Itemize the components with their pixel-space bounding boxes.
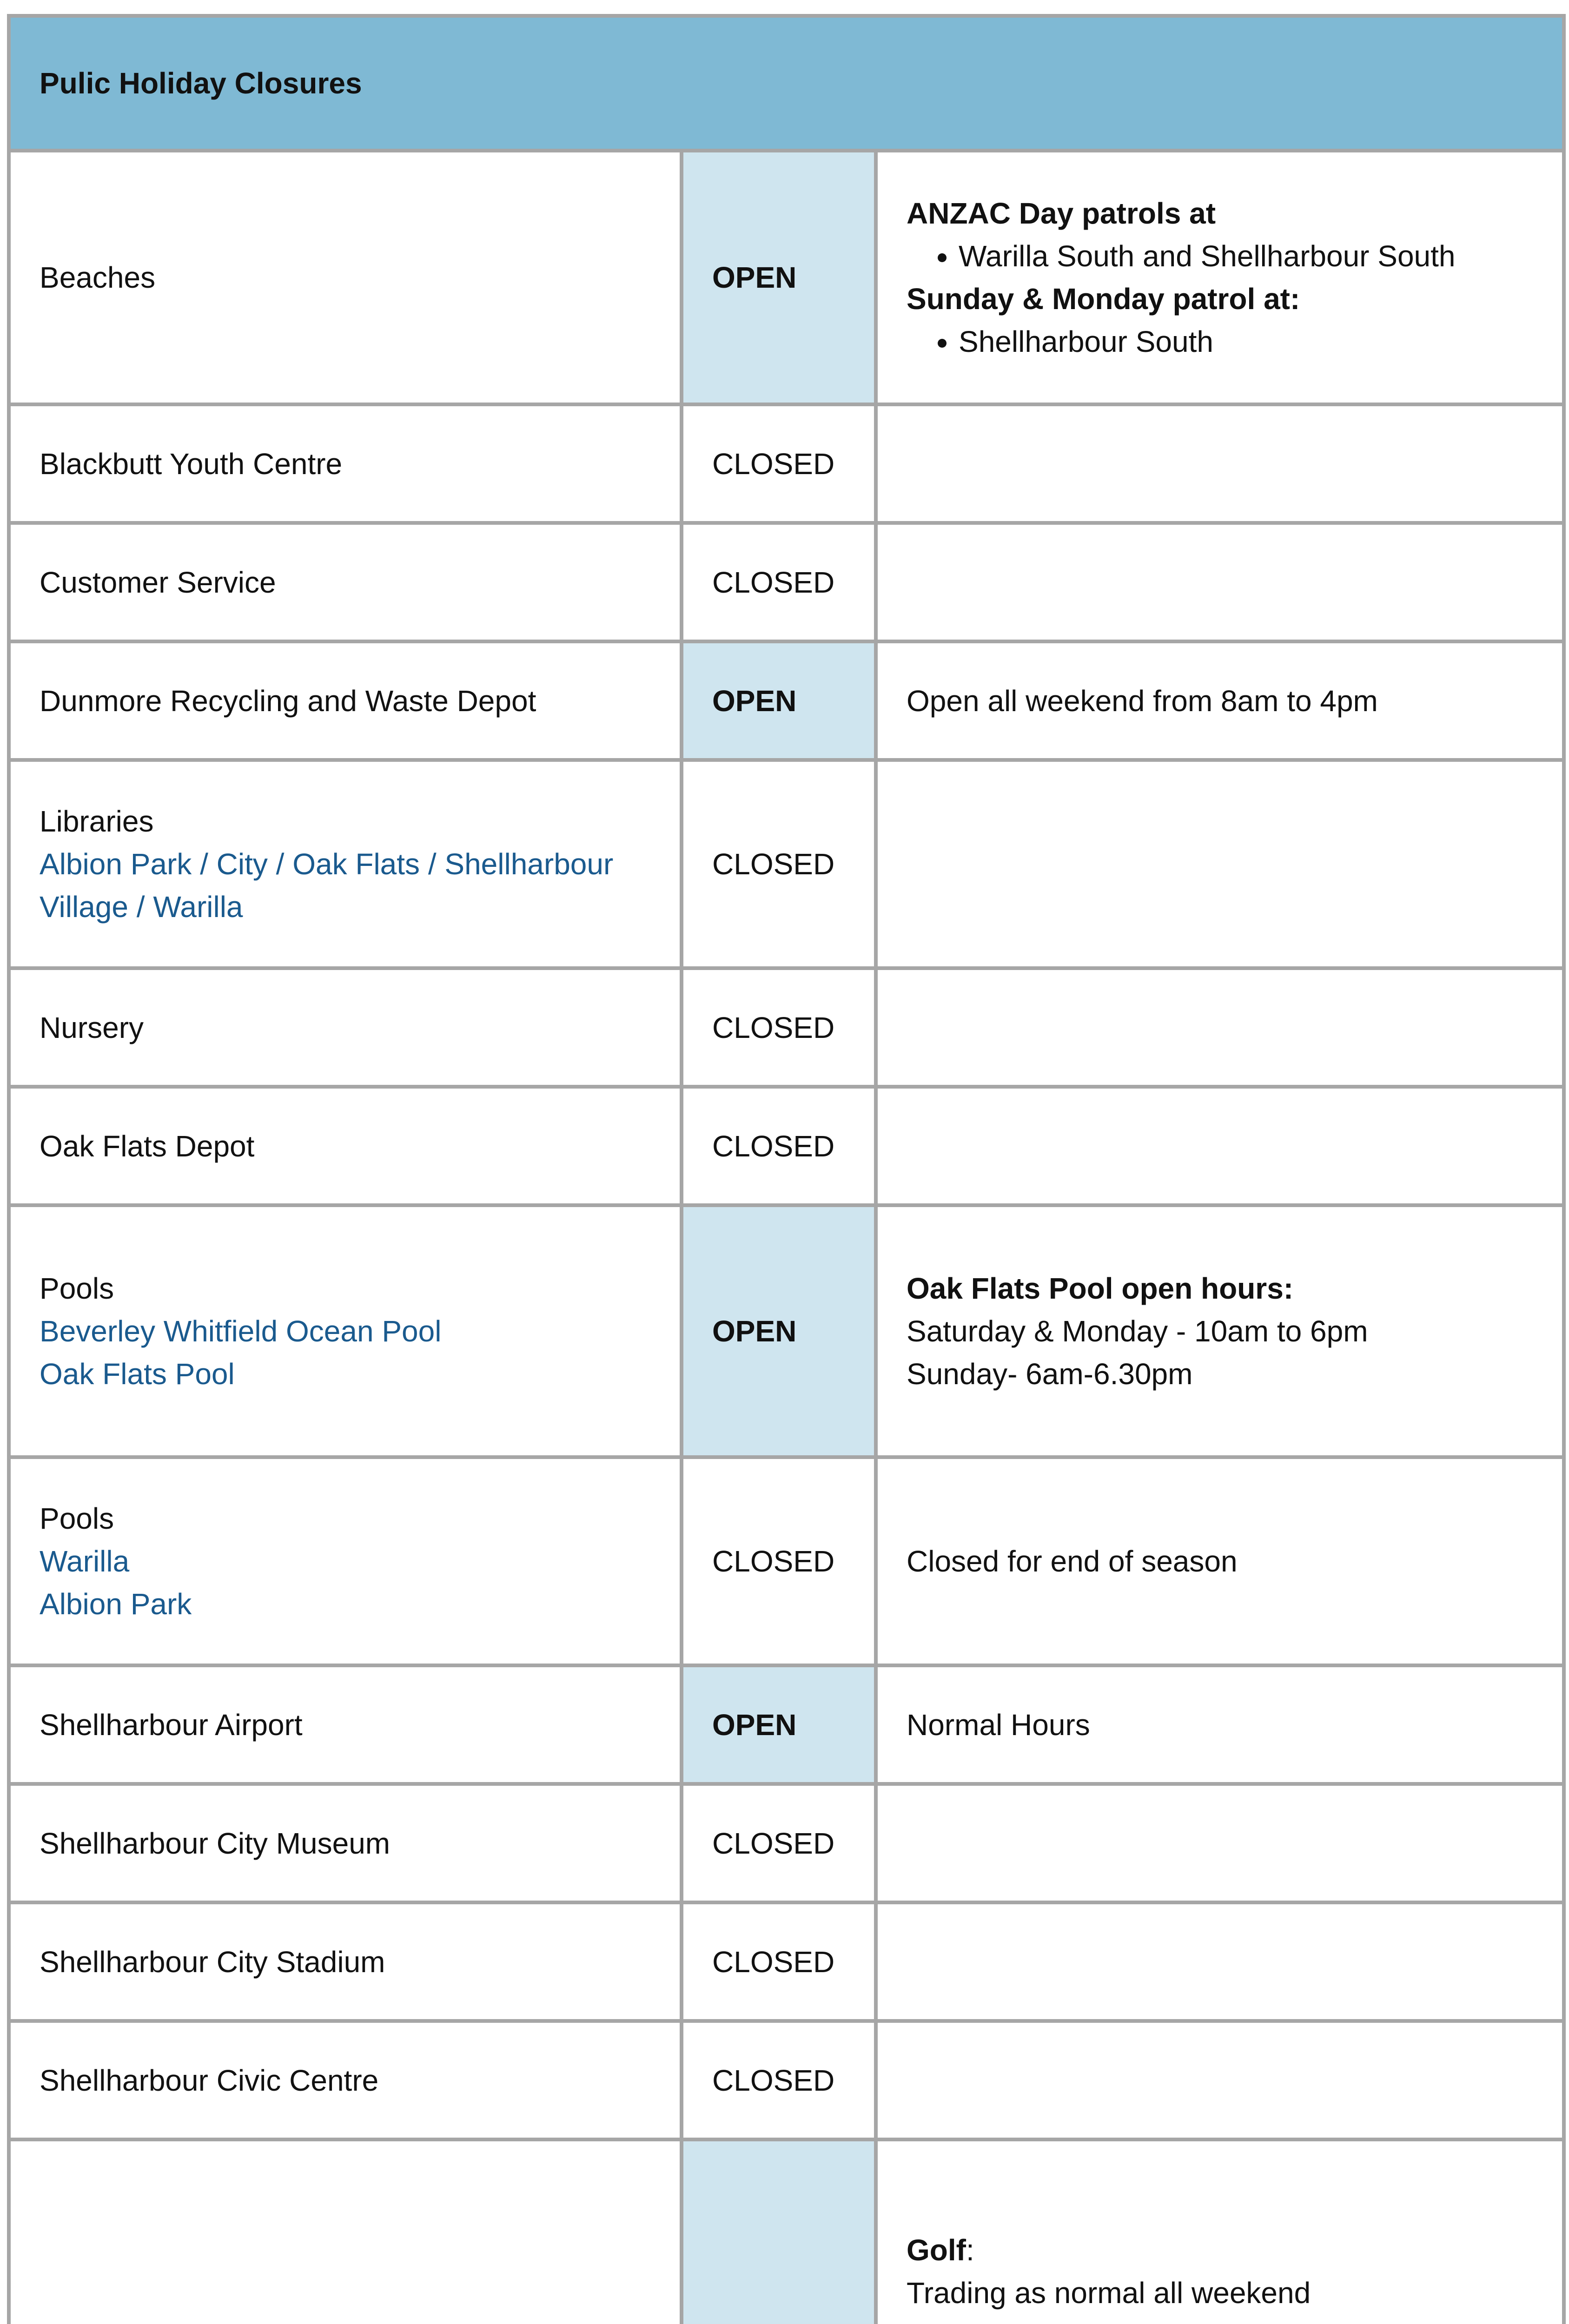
table-row (9, 1784, 1564, 1902)
table-row (9, 151, 1564, 404)
warilla-pool-link[interactable]: Warilla (40, 1545, 130, 1578)
notes-heading: Sunday & Monday patrol at: (907, 282, 1300, 316)
table-row (9, 1457, 1564, 1665)
notes-cell (876, 151, 1564, 404)
table-row (9, 523, 1564, 641)
status-cell: CLOSED (682, 1087, 876, 1205)
facility-name: Shellharbour City Museum (9, 1784, 682, 1902)
facility-name: Shellharbour City Stadium (9, 1902, 682, 2021)
closures-table (7, 14, 1566, 2324)
facility-name (9, 2139, 682, 2324)
notes-cell (876, 1784, 1564, 1902)
table-row (9, 968, 1564, 1087)
notes-cell (876, 968, 1564, 1087)
golf-heading: Golf: (907, 2233, 974, 2267)
facility-name: Shellharbour Airport (9, 1665, 682, 1784)
notes-cell (876, 1205, 1564, 1457)
spacer (907, 2314, 1533, 2324)
list-item: • Warilla South and Shellharbour South (959, 235, 1533, 277)
status-cell: CLOSED (682, 523, 876, 641)
facility-name: Libraries (40, 805, 154, 838)
notes-cell (876, 760, 1564, 968)
facility-cell (9, 1205, 682, 1457)
table-row (9, 1902, 1564, 2021)
table-row (9, 1205, 1564, 1457)
status-cell: CLOSED (682, 760, 876, 968)
status-cell: OPEN (682, 641, 876, 760)
beverley-whitfield-pool-link[interactable]: Beverley Whitfield Ocean Pool (40, 1314, 442, 1348)
status-cell: OPEN (682, 1205, 876, 1457)
notes-cell (876, 2021, 1564, 2139)
status-cell: CLOSED (682, 1457, 876, 1665)
notes-text: Trading as normal all weekend (907, 2276, 1311, 2310)
table-row (9, 641, 1564, 760)
facility-cell (9, 760, 682, 968)
notes-heading: ANZAC Day patrols at (907, 197, 1216, 230)
facility-name: Customer Service (9, 523, 682, 641)
facility-name: Dunmore Recycling and Waste Depot (9, 641, 682, 760)
notes-heading: Oak Flats Pool open hours: (907, 1272, 1294, 1305)
notes-cell: Normal Hours (876, 1665, 1564, 1784)
list-item: • Shellharbour South (959, 320, 1533, 363)
albion-park-pool-link[interactable]: Albion Park (40, 1587, 192, 1621)
table-header-row (9, 16, 1564, 151)
status-cell: CLOSED (682, 2021, 876, 2139)
table-row (9, 2139, 1564, 2324)
libraries-link[interactable]: Albion Park / City / Oak Flats / Shellharbour Village / Warilla (40, 847, 614, 924)
status-cell (682, 2139, 876, 2324)
notes-cell: Open all weekend from 8am to 4pm (876, 641, 1564, 760)
facility-name: Pools (40, 1502, 114, 1535)
notes-text: Sunday- 6am-6.30pm (907, 1357, 1193, 1391)
notes-text: Saturday & Monday - 10am to 6pm (907, 1314, 1368, 1348)
facility-cell (9, 1457, 682, 1665)
table-row (9, 1087, 1564, 1205)
notes-cell (876, 2139, 1564, 2324)
table-row (9, 760, 1564, 968)
table-title: Pulic Holiday Closures (9, 16, 1564, 151)
facility-name: Beaches (9, 151, 682, 404)
table-row (9, 404, 1564, 523)
notes-cell (876, 1902, 1564, 2021)
notes-list (907, 235, 1533, 277)
oak-flats-pool-link[interactable]: Oak Flats Pool (40, 1357, 235, 1391)
status-cell: CLOSED (682, 968, 876, 1087)
notes-cell (876, 1087, 1564, 1205)
facility-name: Pools (40, 1272, 114, 1305)
status-cell: CLOSED (682, 1784, 876, 1902)
holiday-closures-panel (7, 14, 1562, 2324)
notes-cell: Closed for end of season (876, 1457, 1564, 1665)
notes-list (907, 320, 1533, 363)
table-row (9, 1665, 1564, 1784)
facility-name: Nursery (9, 968, 682, 1087)
golf-label: Golf (907, 2233, 966, 2267)
facility-name: Blackbutt Youth Centre (9, 404, 682, 523)
notes-cell (876, 404, 1564, 523)
facility-name: Oak Flats Depot (9, 1087, 682, 1205)
status-cell: CLOSED (682, 404, 876, 523)
notes-cell (876, 523, 1564, 641)
status-cell: OPEN (682, 1665, 876, 1784)
table-row (9, 2021, 1564, 2139)
status-cell: CLOSED (682, 1902, 876, 2021)
facility-name: Shellharbour Civic Centre (9, 2021, 682, 2139)
status-cell: OPEN (682, 151, 876, 404)
